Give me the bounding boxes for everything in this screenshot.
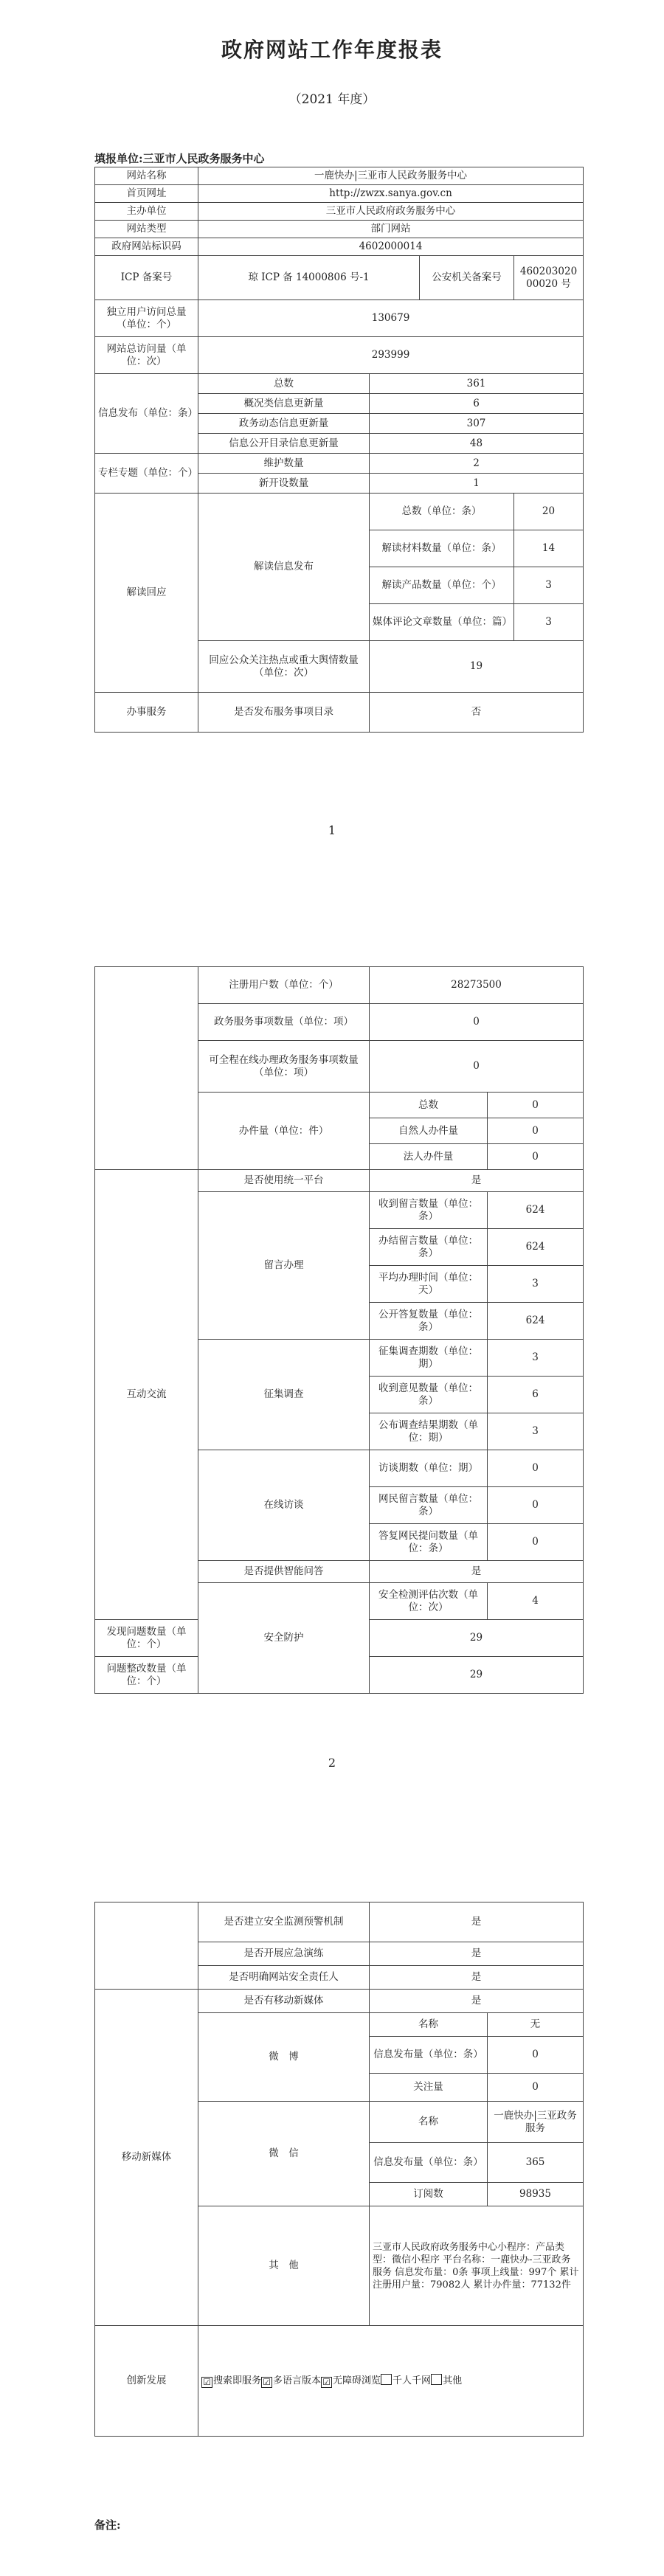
cell-label: 维护数量 [198, 454, 370, 474]
checkbox-checked-icon: ☑ [201, 2377, 212, 2388]
column-new-value: 1 [370, 474, 584, 494]
cell-label: 概况类信息更新量 [198, 394, 370, 414]
checkbox-checked-icon: ☑ [261, 2377, 272, 2388]
cell-label: 首页网址 [95, 185, 198, 203]
mobile-has-value: 是 [370, 1990, 584, 2013]
visitors-value: 130679 [198, 300, 584, 337]
cell-label: 是否发布服务事项目录 [198, 693, 370, 733]
cell-label: 总数（单位：条） [370, 494, 514, 530]
survey-results-value: 3 [488, 1413, 584, 1450]
interp-respond-value: 19 [370, 641, 584, 693]
cell-label: 网站类型 [95, 221, 198, 238]
table-row [95, 1990, 584, 2013]
innovation-options [198, 2326, 584, 2437]
subsection-label: 微 博 [198, 2013, 370, 2102]
msg-avg-value: 3 [488, 1266, 584, 1303]
checkbox-checked-icon: ☑ [321, 2377, 332, 2388]
sponsor-value: 三亚市人民政府政务服务中心 [198, 203, 584, 221]
handle-person-value: 0 [488, 1118, 584, 1144]
smart-qa-value: 是 [370, 1561, 584, 1583]
cell-label: 媒体评论文章数量（单位：篇） [370, 604, 514, 641]
service-users-value: 28273500 [370, 967, 584, 1004]
cell-label: 网站名称 [95, 167, 198, 185]
cell-label: 可全程在线办理政务服务事项数量（单位：项） [198, 1041, 370, 1093]
subsection-label: 办件量（单位：件） [198, 1093, 370, 1170]
section-label: 解读回应 [95, 494, 198, 693]
report-title: 政府网站工作年度报表 [221, 38, 443, 62]
table-row [95, 967, 584, 1004]
table-row [95, 203, 584, 221]
table-row [95, 693, 584, 733]
page-number: 2 [328, 1756, 336, 1770]
cell-label: 法人办件量 [370, 1144, 488, 1170]
cell-label: 政务动态信息更新量 [198, 414, 370, 434]
interp-product-value: 3 [514, 567, 584, 604]
section-label: 互动交流 [95, 1170, 198, 1620]
cell-label: 办结留言数量（单位：条） [370, 1229, 488, 1266]
psb-value: 46020302000020 号 [514, 256, 584, 300]
survey-periods-value: 3 [488, 1340, 584, 1377]
homepage-value: http://zwzx.sanya.gov.cn [198, 185, 584, 203]
cell-label: 政务服务事项数量（单位：项） [198, 1004, 370, 1041]
cell-label: 是否使用统一平台 [198, 1170, 370, 1192]
monitor-value: 是 [370, 1902, 584, 1942]
cell-label: 是否建立安全监测预警机制 [198, 1902, 370, 1942]
icp-value: 琼 ICP 备 14000806 号-1 [198, 256, 420, 300]
table-row [95, 1170, 584, 1192]
cell-label: 主办单位 [95, 203, 198, 221]
site-name-value: 一鹿快办|三亚市人民政务服务中心 [198, 167, 584, 185]
checkbox-unchecked-icon [431, 2374, 442, 2385]
section-label: 信息发布（单位：条） [95, 374, 198, 454]
interview-msgs-value: 0 [488, 1487, 584, 1524]
cell-label: 网民留言数量（单位：条） [370, 1487, 488, 1524]
info-total-value: 361 [370, 374, 584, 394]
table-row [95, 374, 584, 394]
subsection-label: 征集调查 [198, 1340, 370, 1450]
table-row [95, 454, 584, 474]
weibo-follow-value: 0 [488, 2074, 584, 2102]
info-news-value: 307 [370, 414, 584, 434]
cell-label: 解读材料数量（单位：条） [370, 530, 514, 567]
cell-label: 征集调查期数（单位：期） [370, 1340, 488, 1377]
cell-label: 信息发布量（单位：条） [370, 2037, 488, 2074]
report-table-page-2 [94, 966, 584, 1694]
subsection-label: 解读信息发布 [198, 494, 370, 641]
interp-total-value: 20 [514, 494, 584, 530]
cell-label: 新开设数量 [198, 474, 370, 494]
page-number: 1 [328, 823, 336, 837]
drill-value: 是 [370, 1942, 584, 1966]
section-label: 创新发展 [95, 2326, 198, 2437]
table-row [95, 2326, 584, 2437]
cell-label: 自然人办件量 [370, 1118, 488, 1144]
table-row [95, 238, 584, 256]
report-table-page-3 [94, 1902, 584, 2437]
subsection-label: 在线访谈 [198, 1450, 370, 1561]
msg-pub-value: 624 [488, 1303, 584, 1340]
interview-answers-value: 0 [488, 1524, 584, 1561]
service-online-value: 0 [370, 1041, 584, 1093]
cell-label: 是否明确网站安全责任人 [198, 1966, 370, 1990]
security-found-value: 29 [370, 1620, 584, 1657]
section-label: 安全防护 [198, 1583, 370, 1694]
section-label: 移动新媒体 [95, 1990, 198, 2326]
msg-done-value: 624 [488, 1229, 584, 1266]
accessibility-option[interactable]: ☑ 无障碍浏览 [321, 2375, 381, 2386]
table-row [95, 337, 584, 374]
service-catalog-value: 否 [370, 693, 584, 733]
info-catalog-value: 48 [370, 434, 584, 454]
cell-label: 是否有移动新媒体 [198, 1990, 370, 2013]
cell-label: 访谈期数（单位：期） [370, 1450, 488, 1487]
site-code-value: 4602000014 [198, 238, 584, 256]
cell-label: 安全检测评估次数（单位：次） [370, 1583, 488, 1620]
subsection-label: 其 他 [198, 2206, 370, 2326]
wechat-name-value: 一鹿快办|三亚政务服务 [488, 2102, 584, 2143]
cell-label: 注册用户数（单位：个） [198, 967, 370, 1004]
security-checks-value: 4 [488, 1583, 584, 1620]
platform-value: 是 [370, 1170, 584, 1192]
owner-value: 是 [370, 1966, 584, 1990]
service-items-value: 0 [370, 1004, 584, 1041]
table-row [95, 167, 584, 185]
section-label: 办事服务 [95, 693, 198, 733]
weibo-posts-value: 0 [488, 2037, 584, 2074]
subsection-label: 留言办理 [198, 1192, 370, 1340]
cell-label: 平均办理时间（单位：天） [370, 1266, 488, 1303]
cell-label: 解读产品数量（单位：个） [370, 567, 514, 604]
other-media-value: 三亚市人民政府政务服务中心小程序：产品类型：微信小程序 平台名称：一鹿快办-三亚政务服务 信息发布量：0条 事项上线量：997个 累计注册用户量：79082人 累计办件量：77132件 [370, 2206, 584, 2326]
cell-label: 公布调查结果期数（单位：期） [370, 1413, 488, 1450]
cell-label: 公安机关备案号 [420, 256, 514, 300]
info-overview-value: 6 [370, 394, 584, 414]
cell-label: 信息发布量（单位：条） [370, 2143, 488, 2183]
cell-label: 名称 [370, 2013, 488, 2037]
weibo-name-value: 无 [488, 2013, 584, 2037]
cell-label: 公开答复数量（单位：条） [370, 1303, 488, 1340]
cell-label: 问题整改数量（单位：个） [95, 1657, 198, 1694]
msg-recv-value: 624 [488, 1192, 584, 1229]
cell-label: 是否提供智能问答 [198, 1561, 370, 1583]
section-label [95, 1902, 198, 1990]
table-row [95, 221, 584, 238]
checkbox-unchecked-icon [381, 2374, 392, 2385]
security-fixed-value: 29 [370, 1657, 584, 1694]
site-type-value: 部门网站 [198, 221, 584, 238]
handle-legal-value: 0 [488, 1144, 584, 1170]
cell-label: 网站总访问量（单位：次） [95, 337, 198, 374]
personalized-option[interactable]: 千人千网 [381, 2375, 431, 2386]
wechat-posts-value: 365 [488, 2143, 584, 2183]
cell-label: 信息公开目录信息更新量 [198, 434, 370, 454]
survey-opinions-value: 6 [488, 1377, 584, 1413]
table-row [95, 1902, 584, 1942]
cell-label: 名称 [370, 2102, 488, 2143]
interview-periods-value: 0 [488, 1450, 584, 1487]
cell-label: 答复网民提问数量（单位：条） [370, 1524, 488, 1561]
cell-label: 回应公众关注热点或重大舆情数量（单位：次） [198, 641, 370, 693]
table-row [95, 300, 584, 337]
remark-label: 备注: [94, 2518, 121, 2532]
report-year: （2021 年度） [288, 92, 376, 107]
interp-material-value: 14 [514, 530, 584, 567]
filing-unit: 填报单位:三亚市人民政务服务中心 [94, 152, 265, 165]
report-table-page-1 [94, 167, 584, 733]
handle-total-value: 0 [488, 1093, 584, 1118]
visits-value: 293999 [198, 337, 584, 374]
interp-media-value: 3 [514, 604, 584, 641]
section-label: 专栏专题（单位：个） [95, 454, 198, 494]
cell-label: 收到留言数量（单位：条） [370, 1192, 488, 1229]
table-row [95, 185, 584, 203]
subsection-label: 微 信 [198, 2102, 370, 2206]
cell-label: 是否开展应急演练 [198, 1942, 370, 1966]
cell-label: 政府网站标识码 [95, 238, 198, 256]
cell-label: 发现问题数量（单位：个） [95, 1620, 198, 1657]
search-service-option[interactable]: ☑ 搜索即服务 [201, 2375, 261, 2386]
cell-label: 订阅数 [370, 2183, 488, 2206]
cell-label: 总数 [370, 1093, 488, 1118]
section-label [95, 967, 198, 1170]
cell-label: 收到意见数量（单位：条） [370, 1377, 488, 1413]
cell-label: ICP 备案号 [95, 256, 198, 300]
table-row [95, 494, 584, 530]
multilingual-option[interactable]: ☑ 多语言版本 [261, 2375, 321, 2386]
cell-label: 关注量 [370, 2074, 488, 2102]
cell-label: 独立用户访问总量（单位：个） [95, 300, 198, 337]
other-option[interactable]: 其他 [431, 2375, 462, 2386]
cell-label: 总数 [198, 374, 370, 394]
table-row [95, 256, 584, 300]
column-maintain-value: 2 [370, 454, 584, 474]
wechat-subs-value: 98935 [488, 2183, 584, 2206]
